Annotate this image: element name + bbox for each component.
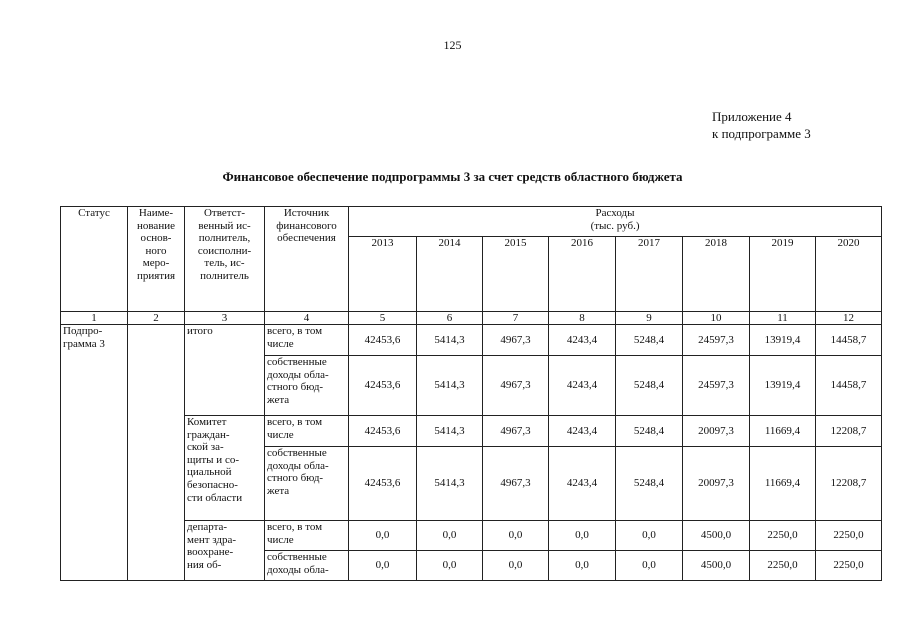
value-cell: 2250,0 — [750, 551, 816, 581]
header-year: 2013 — [349, 237, 417, 312]
value-cell: 20097,3 — [683, 416, 750, 447]
source-cell: всего, в том числе — [265, 416, 349, 447]
value-cell: 0,0 — [483, 551, 549, 581]
value-cell: 5248,4 — [616, 325, 683, 356]
header-year: 2017 — [616, 237, 683, 312]
value-cell: 4967,3 — [483, 356, 549, 416]
value-cell: 0,0 — [549, 521, 616, 551]
document-title: Финансовое обеспечение подпрограммы 3 за счет средств областного бюджета — [222, 169, 683, 184]
column-number: 2 — [128, 312, 185, 325]
table-row — [61, 325, 882, 356]
value-cell: 5248,4 — [616, 447, 683, 521]
column-number: 9 — [616, 312, 683, 325]
header-year: 2018 — [683, 237, 750, 312]
column-number: 3 — [185, 312, 265, 325]
value-cell: 20097,3 — [683, 447, 750, 521]
value-cell: 12208,7 — [816, 447, 882, 521]
column-numbers-row — [61, 312, 882, 325]
column-number: 8 — [549, 312, 616, 325]
source-cell: собственные доходы обла- — [265, 551, 349, 581]
value-cell: 4243,4 — [549, 416, 616, 447]
value-cell: 4500,0 — [683, 551, 750, 581]
header-row — [61, 207, 882, 237]
table-row — [61, 416, 882, 447]
value-cell: 12208,7 — [816, 416, 882, 447]
header-expenses: Расходы (тыс. руб.) — [349, 207, 882, 237]
header-activity: Наиме- нование основ- ного меро- приятия — [128, 207, 185, 312]
header-year: 2020 — [816, 237, 882, 312]
value-cell: 2250,0 — [816, 551, 882, 581]
value-cell: 0,0 — [349, 551, 417, 581]
header-source: Источник финансового обеспечения — [265, 207, 349, 312]
status-cell: Подпро- грамма 3 — [61, 325, 128, 581]
value-cell: 0,0 — [417, 551, 483, 581]
source-cell: собственные доходы обла- стного бюд- жета — [265, 356, 349, 416]
value-cell: 5248,4 — [616, 356, 683, 416]
header-year: 2019 — [750, 237, 816, 312]
executor-total: итого — [185, 325, 265, 416]
value-cell: 0,0 — [616, 521, 683, 551]
value-cell: 11669,4 — [750, 447, 816, 521]
header-year: 2016 — [549, 237, 616, 312]
value-cell: 4243,4 — [549, 325, 616, 356]
column-number: 7 — [483, 312, 549, 325]
value-cell: 2250,0 — [750, 521, 816, 551]
financing-table — [60, 206, 882, 581]
appendix-line-1: Приложение 4 — [712, 109, 792, 124]
column-number: 11 — [750, 312, 816, 325]
column-number: 4 — [265, 312, 349, 325]
value-cell: 0,0 — [549, 551, 616, 581]
value-cell: 24597,3 — [683, 325, 750, 356]
value-cell: 4967,3 — [483, 447, 549, 521]
value-cell: 14458,7 — [816, 356, 882, 416]
value-cell: 5414,3 — [417, 325, 483, 356]
value-cell: 11669,4 — [750, 416, 816, 447]
value-cell: 5414,3 — [417, 356, 483, 416]
executor-committee: Комитет граждан- ской за- щиты и со- циальной безопасно- сти области — [185, 416, 265, 521]
value-cell: 42453,6 — [349, 447, 417, 521]
value-cell: 5248,4 — [616, 416, 683, 447]
value-cell: 4500,0 — [683, 521, 750, 551]
executor-health-department: департа- мент здра- воохране- ния об- — [185, 521, 265, 581]
value-cell: 0,0 — [349, 521, 417, 551]
source-cell: всего, в том числе — [265, 325, 349, 356]
value-cell: 2250,0 — [816, 521, 882, 551]
appendix-note — [712, 108, 811, 142]
column-number: 10 — [683, 312, 750, 325]
source-cell: собственные доходы обла- стного бюд- жета — [265, 447, 349, 521]
value-cell: 24597,3 — [683, 356, 750, 416]
value-cell: 4967,3 — [483, 325, 549, 356]
header-status: Статус — [61, 207, 128, 312]
value-cell: 14458,7 — [816, 325, 882, 356]
column-number: 6 — [417, 312, 483, 325]
column-number: 1 — [61, 312, 128, 325]
value-cell: 13919,4 — [750, 325, 816, 356]
value-cell: 5414,3 — [417, 416, 483, 447]
value-cell: 4243,4 — [549, 356, 616, 416]
column-number: 12 — [816, 312, 882, 325]
column-number: 5 — [349, 312, 417, 325]
value-cell: 4243,4 — [549, 447, 616, 521]
header-year: 2014 — [417, 237, 483, 312]
value-cell: 42453,6 — [349, 325, 417, 356]
source-cell: всего, в том числе — [265, 521, 349, 551]
value-cell: 0,0 — [616, 551, 683, 581]
value-cell: 4967,3 — [483, 416, 549, 447]
header-executor: Ответст- венный ис- полнитель, соисполни- тель, ис- полнитель — [185, 207, 265, 312]
value-cell: 5414,3 — [417, 447, 483, 521]
value-cell: 13919,4 — [750, 356, 816, 416]
activity-cell — [128, 325, 185, 581]
appendix-line-2: к подпрограмме 3 — [712, 126, 811, 141]
value-cell: 42453,6 — [349, 356, 417, 416]
value-cell: 0,0 — [417, 521, 483, 551]
value-cell: 0,0 — [483, 521, 549, 551]
table-row — [61, 521, 882, 551]
page-number: 125 — [443, 38, 462, 52]
value-cell: 42453,6 — [349, 416, 417, 447]
header-year: 2015 — [483, 237, 549, 312]
